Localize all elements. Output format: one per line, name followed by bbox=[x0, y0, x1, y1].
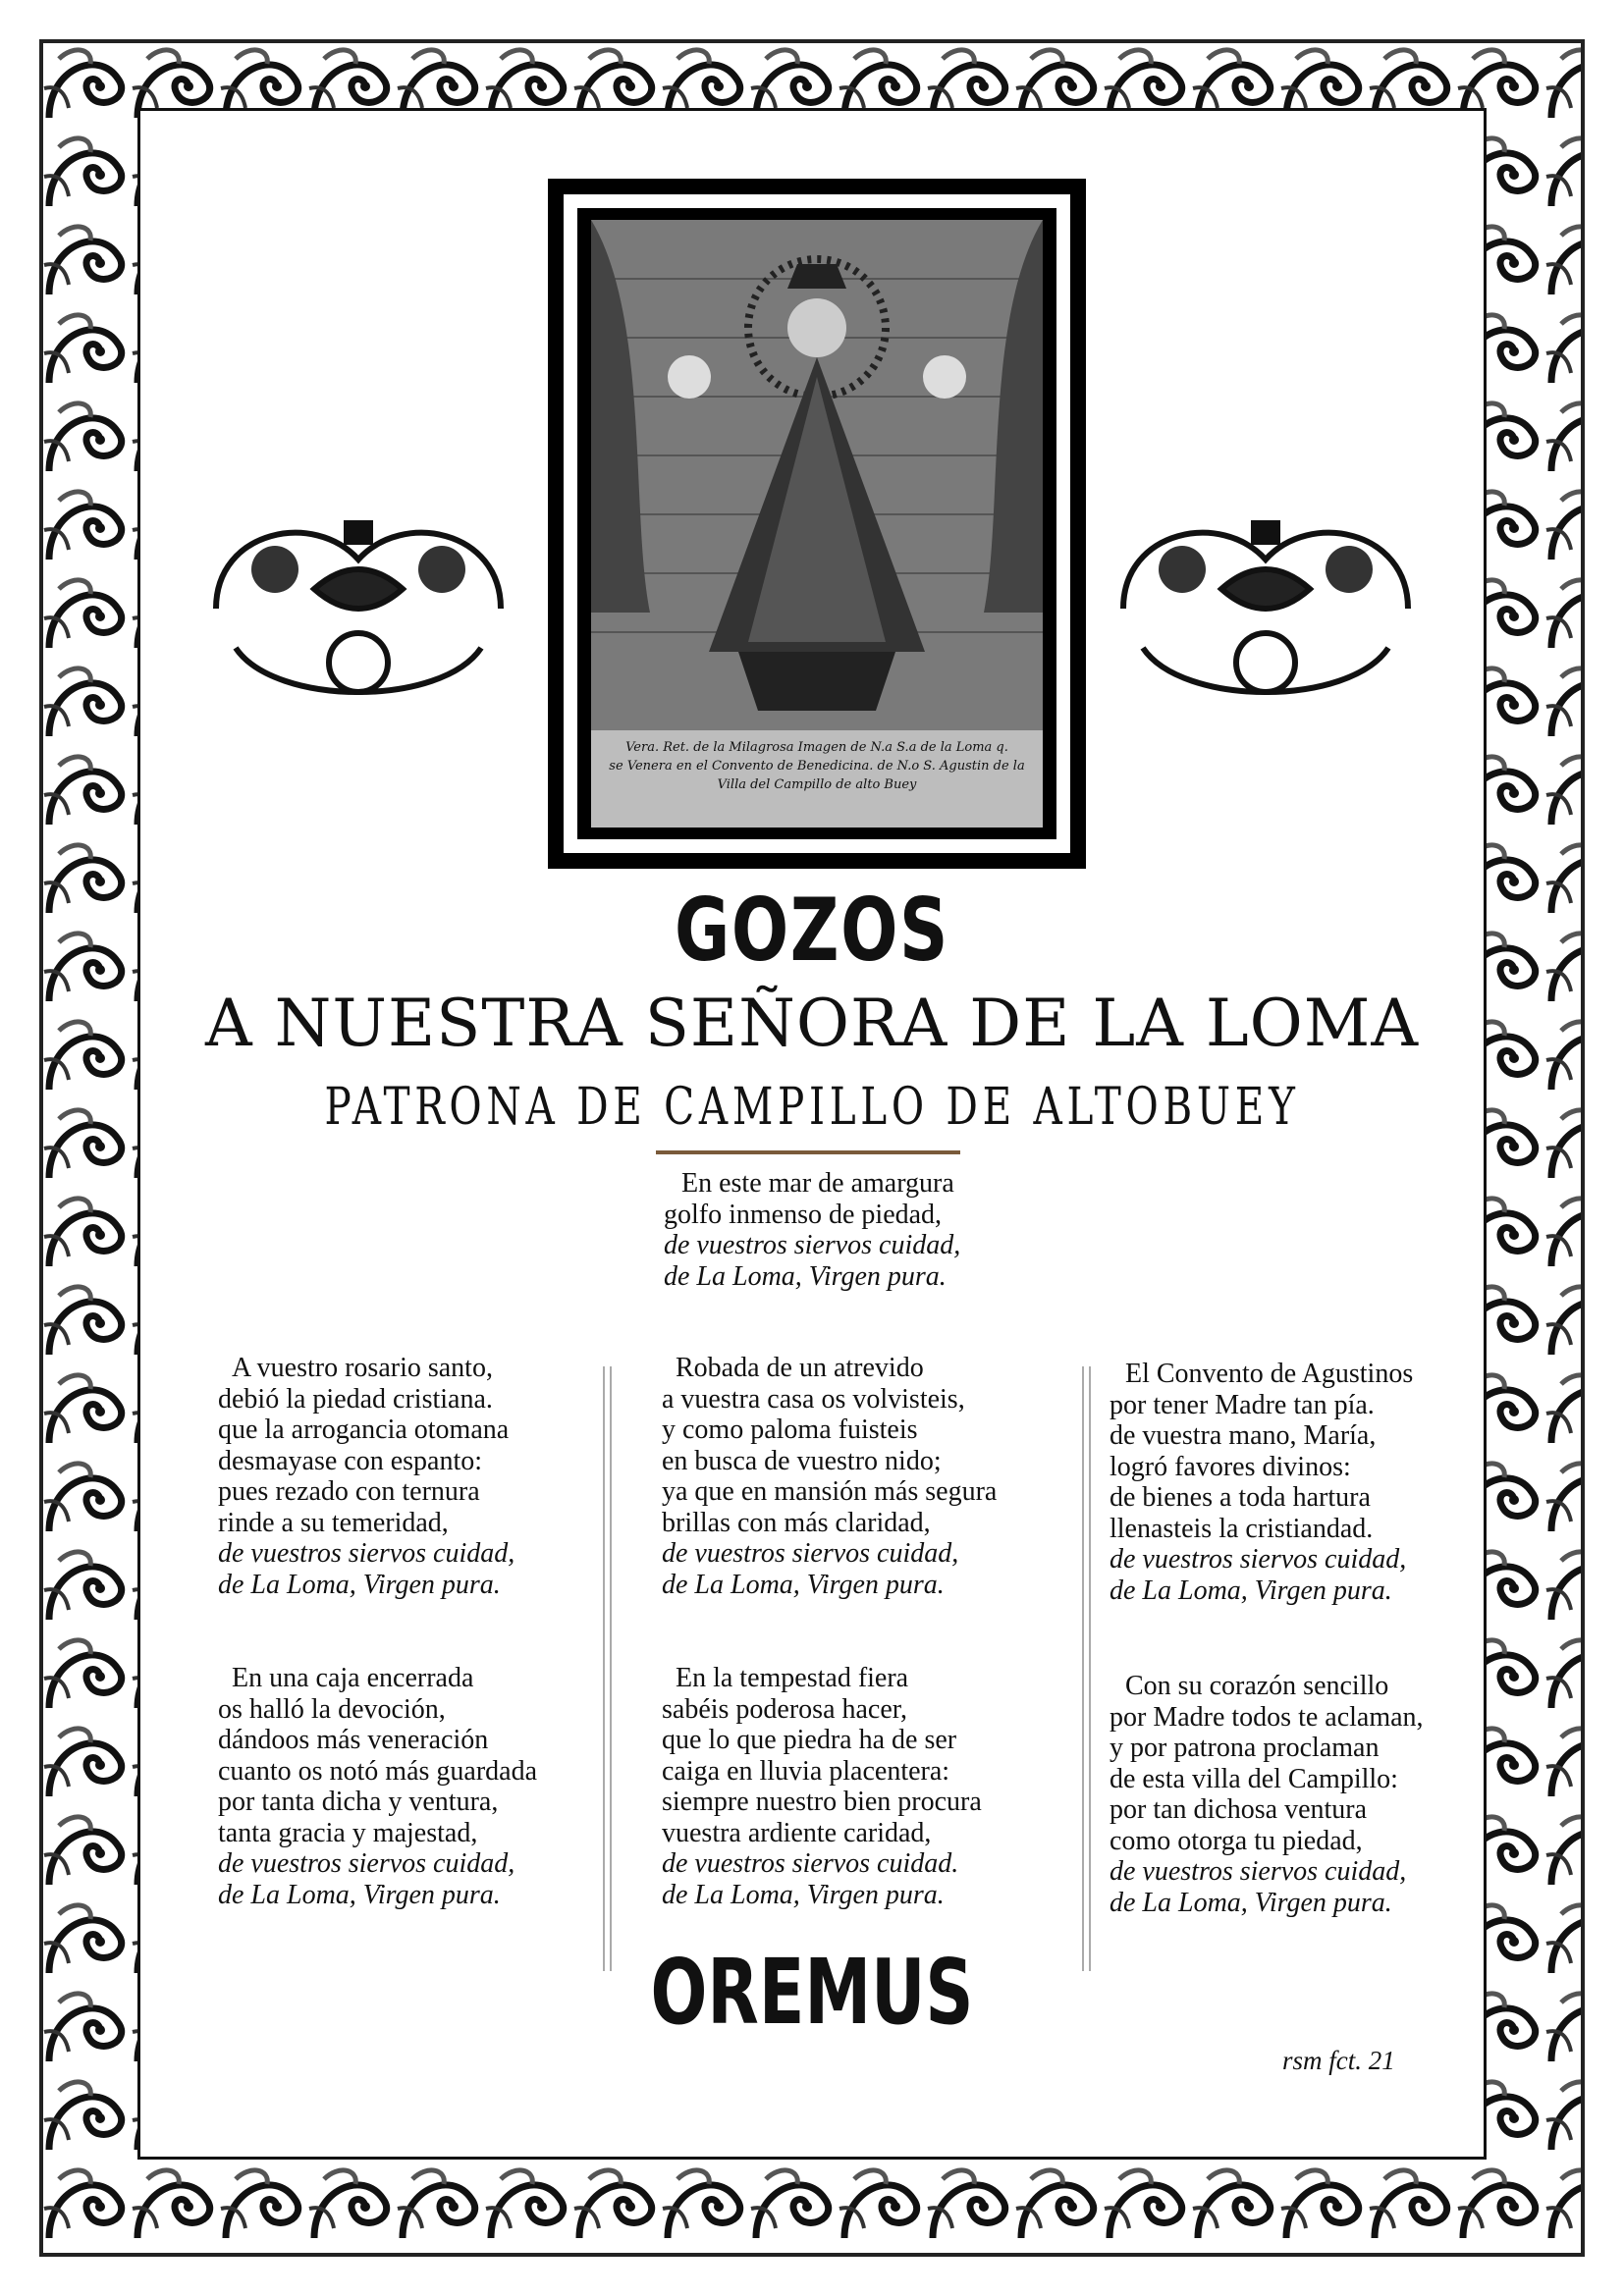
verse-line: siempre nuestro bien procura bbox=[662, 1787, 982, 1817]
stanza-5 bbox=[662, 1663, 982, 1910]
stanza-6 bbox=[1110, 1671, 1424, 1918]
verse-line: os halló la devoción, bbox=[218, 1693, 446, 1725]
refrain-line: de La Loma, Virgen pura. bbox=[662, 1879, 945, 1910]
column-separator-right bbox=[1082, 1366, 1091, 1971]
stanza-2 bbox=[662, 1353, 997, 1600]
verse-line: En una caja encerrada bbox=[232, 1663, 474, 1693]
verse-line: debió la piedad cristiana. bbox=[218, 1383, 493, 1415]
virgin-image-frame bbox=[548, 179, 1086, 869]
verse-line: El Convento de Agustinos bbox=[1125, 1359, 1414, 1389]
caption-line-1: Vera. Ret. de la Milagrosa Imagen de N.a S.a de la Loma q. bbox=[625, 740, 1008, 755]
verse-line: En este mar de amargura bbox=[681, 1168, 954, 1199]
page-title: GOZOS bbox=[674, 880, 950, 981]
refrain-line: de La Loma, Virgen pura. bbox=[218, 1569, 501, 1600]
verse-line: de esta villa del Campillo: bbox=[1110, 1763, 1398, 1794]
verse-line: brillas con más claridad, bbox=[662, 1507, 931, 1538]
signature: rsm fct. 21 bbox=[1282, 2046, 1395, 2075]
verse-line: Con su corazón sencillo bbox=[1125, 1671, 1389, 1701]
page-subtitle: A NUESTRA SEÑORA DE LA LOMA bbox=[204, 986, 1420, 1061]
verse-line: sabéis poderosa hacer, bbox=[662, 1693, 907, 1725]
verse-line: por tener Madre tan pía. bbox=[1110, 1389, 1375, 1420]
verse-line: de bienes a toda hartura bbox=[1110, 1482, 1371, 1513]
verse-line: por tanta dicha y ventura, bbox=[218, 1787, 499, 1817]
verse-line: ya que en mansión más segura bbox=[662, 1476, 998, 1507]
refrain-line: de La Loma, Virgen pura. bbox=[664, 1260, 947, 1292]
stanza-3 bbox=[1110, 1359, 1413, 1606]
verse-line: A vuestro rosario santo, bbox=[232, 1353, 493, 1383]
verse-line: pues rezado con ternura bbox=[218, 1476, 480, 1507]
verse-line: llenasteis la cristiandad. bbox=[1110, 1513, 1374, 1544]
verse-line: en busca de vuestro nido; bbox=[662, 1445, 942, 1476]
refrain-line: de vuestros siervos cuidad, bbox=[664, 1230, 961, 1260]
refrain-line: de vuestros siervos cuidad, bbox=[218, 1538, 515, 1569]
verse-line: golfo inmenso de piedad, bbox=[664, 1199, 943, 1230]
verse-line: logró favores divinos: bbox=[1110, 1451, 1351, 1482]
patron-line: PATRONA DE CAMPILLO DE ALTOBUEY bbox=[324, 1078, 1300, 1137]
verse-line: que lo que piedra ha de ser bbox=[662, 1725, 957, 1755]
verse-line: por Madre todos te aclaman, bbox=[1110, 1701, 1424, 1733]
verse-line: desmayase con espanto: bbox=[218, 1445, 483, 1476]
verse-line: dándoos más veneración bbox=[218, 1725, 489, 1755]
verse-line: cuanto os notó más guardada bbox=[218, 1755, 538, 1787]
cherub-ornament-right bbox=[1104, 491, 1428, 731]
verse-line: Robada de un atrevido bbox=[676, 1353, 924, 1383]
column-separator-left bbox=[603, 1366, 612, 1971]
refrain-line: de vuestros siervos cuidad, bbox=[1110, 1856, 1407, 1887]
verse-line: rinde a su temeridad, bbox=[218, 1507, 449, 1538]
verse-line: a vuestra casa os volvisteis, bbox=[662, 1383, 965, 1415]
verse-line: de vuestra mano, María, bbox=[1110, 1420, 1377, 1451]
stanza-4 bbox=[218, 1663, 537, 1910]
refrain-line: de La Loma, Virgen pura. bbox=[1110, 1575, 1392, 1606]
verse-line: y como paloma fuisteis bbox=[662, 1415, 918, 1445]
verse-line: vuestra ardiente caridad, bbox=[662, 1817, 932, 1848]
refrain-line: de La Loma, Virgen pura. bbox=[218, 1879, 501, 1910]
refrain-line: de vuestros siervos cuidad. bbox=[662, 1848, 959, 1879]
virgin-engraving bbox=[591, 220, 1043, 828]
verse-line: que la arrogancia otomana bbox=[218, 1415, 510, 1445]
verse-line: como otorga tu piedad, bbox=[1110, 1825, 1363, 1856]
verse-line: y por patrona proclaman bbox=[1110, 1733, 1380, 1763]
refrain-line: de La Loma, Virgen pura. bbox=[1110, 1887, 1392, 1918]
caption-line-3: Villa del Campillo de alto Buey bbox=[717, 777, 917, 792]
refrain-line: de La Loma, Virgen pura. bbox=[662, 1569, 945, 1600]
verse-line: En la tempestad fiera bbox=[676, 1663, 909, 1693]
title-divider bbox=[656, 1150, 960, 1154]
oremus-heading: OREMUS bbox=[650, 1940, 974, 2045]
verse-line: caiga en lluvia placentera: bbox=[662, 1755, 950, 1787]
refrain-line: de vuestros siervos cuidad, bbox=[218, 1848, 515, 1879]
caption-line-2: se Venera en el Convento de Benedicina. de N.o S. Agustin de la bbox=[609, 759, 1025, 774]
stanza-1 bbox=[218, 1353, 514, 1600]
verse-line: por tan dichosa ventura bbox=[1110, 1794, 1368, 1825]
refrain-line: de vuestros siervos cuidad, bbox=[1110, 1544, 1407, 1575]
engraving-illustration bbox=[591, 220, 1043, 828]
cherub-ornament-left bbox=[196, 491, 520, 731]
refrain-line: de vuestros siervos cuidad, bbox=[662, 1538, 959, 1569]
intro-stanza bbox=[664, 1168, 960, 1292]
verse-line: tanta gracia y majestad, bbox=[218, 1817, 478, 1848]
